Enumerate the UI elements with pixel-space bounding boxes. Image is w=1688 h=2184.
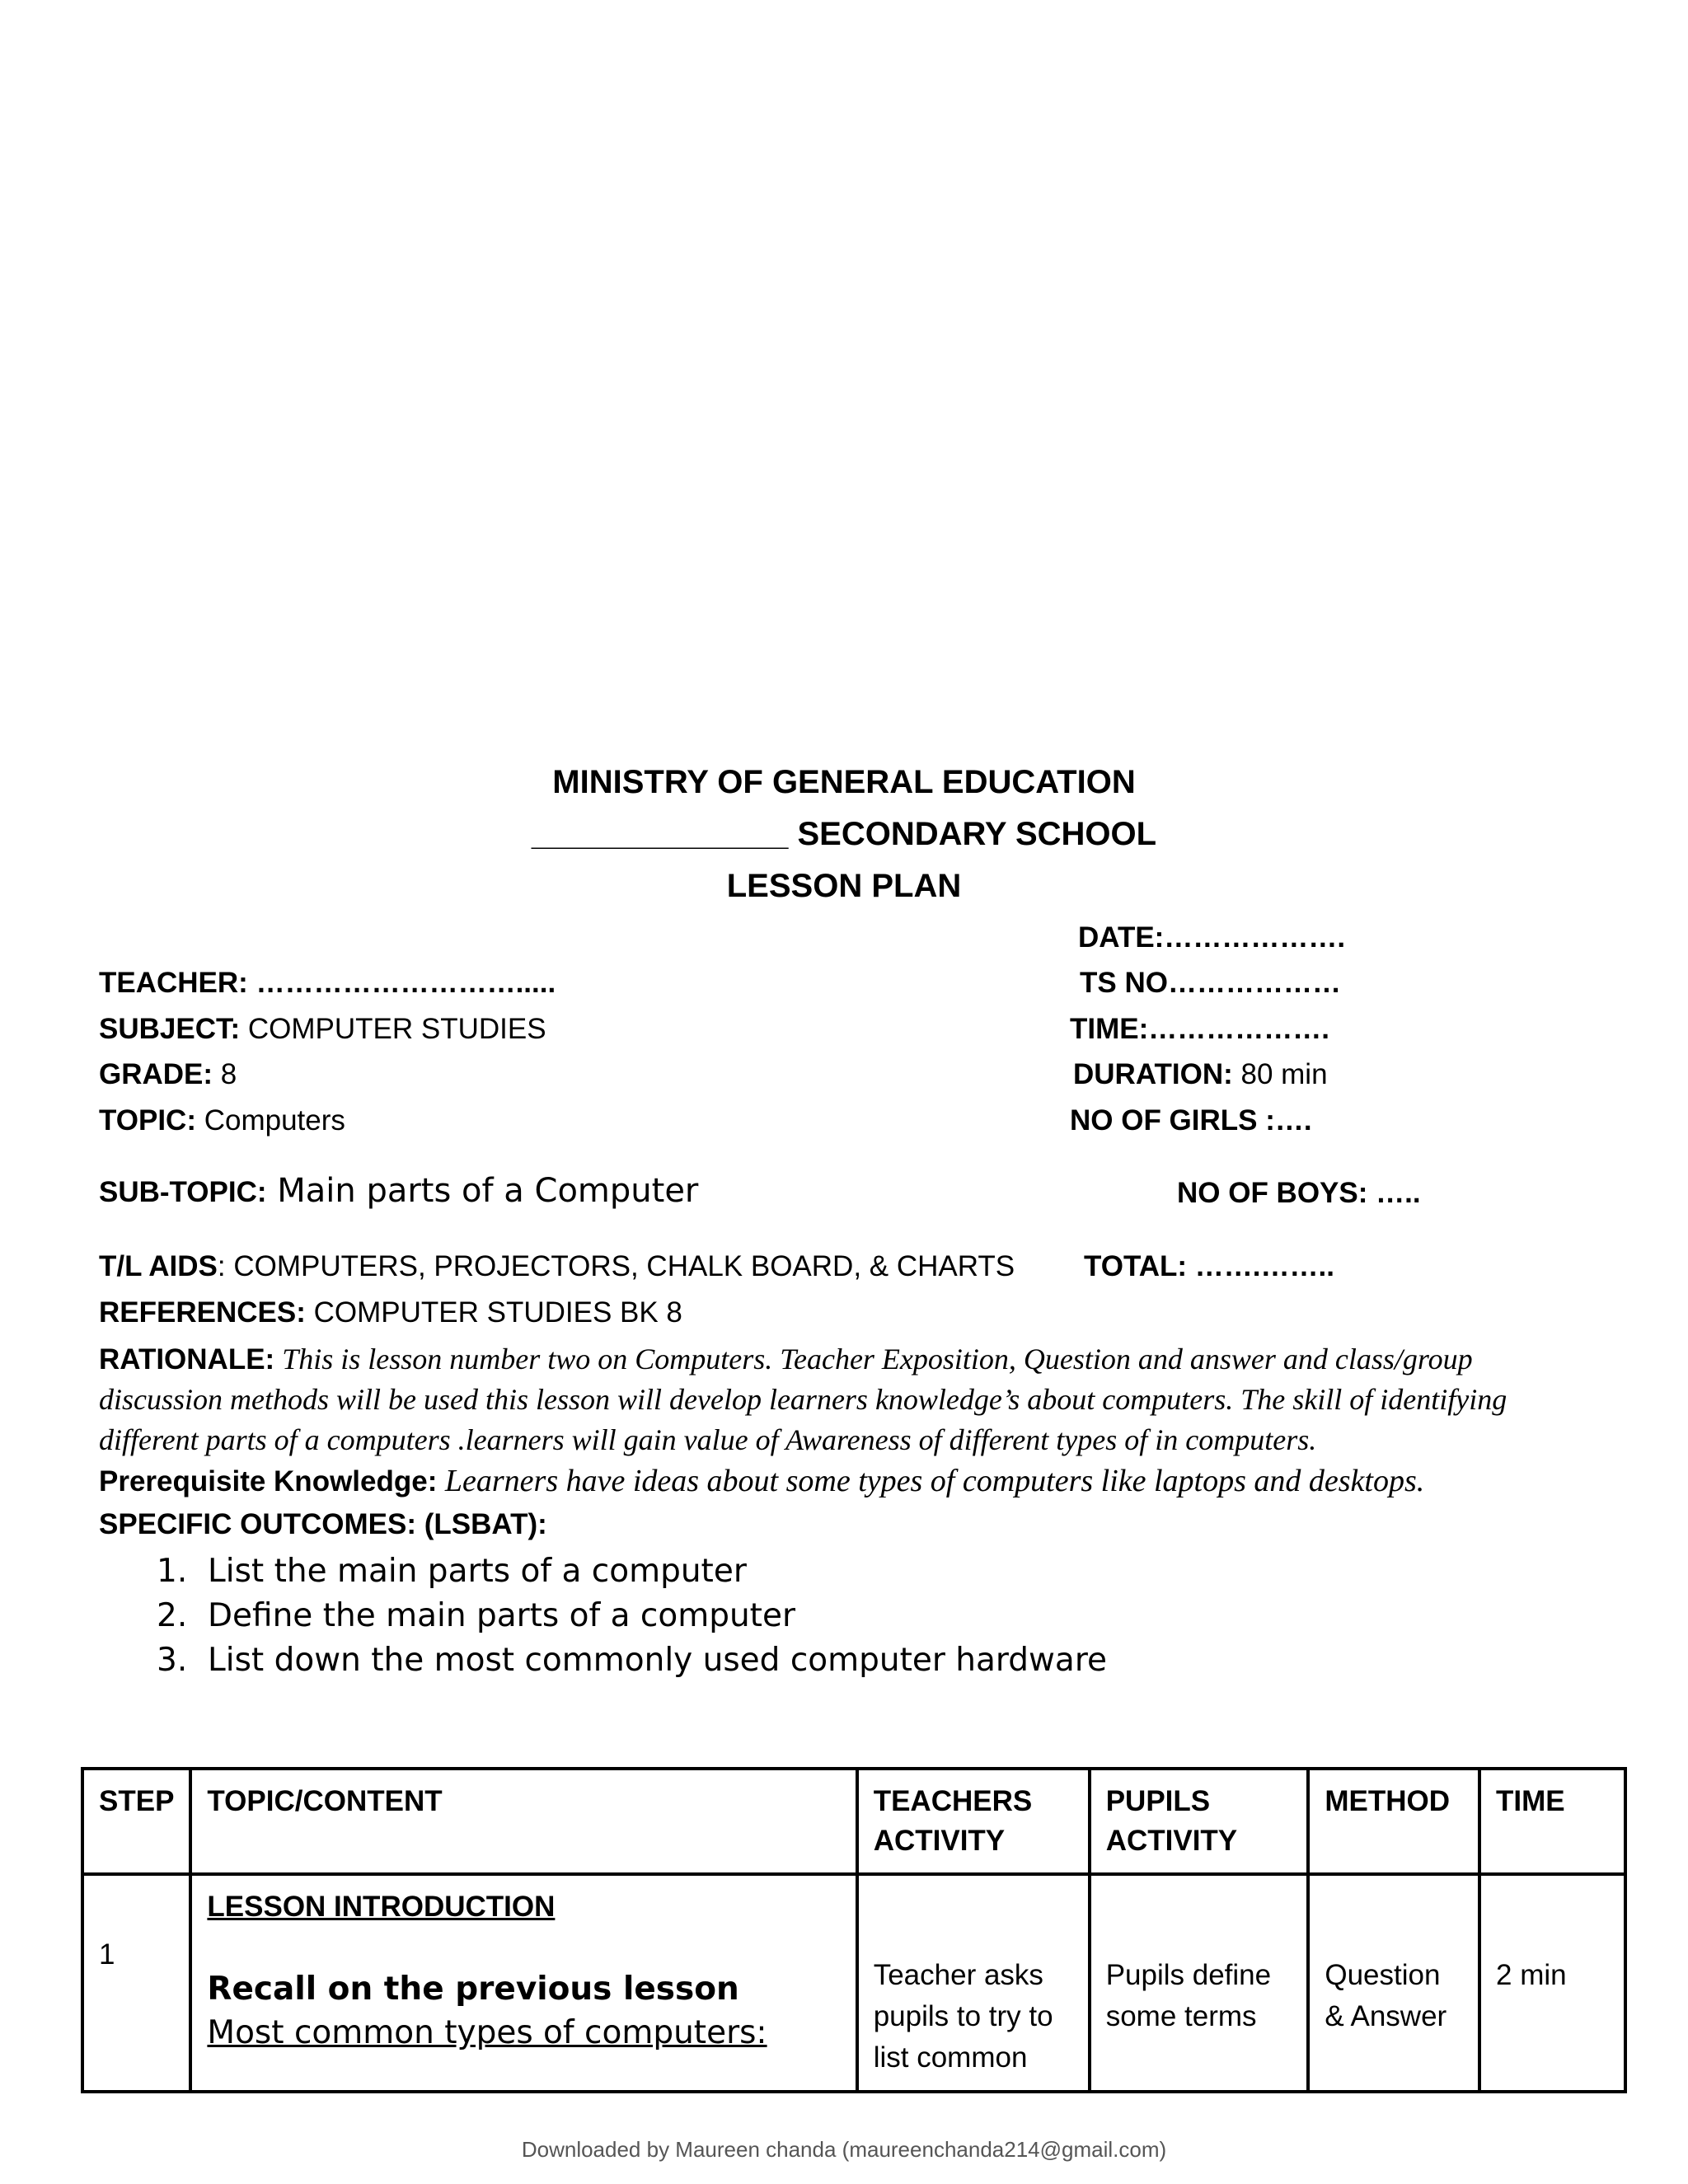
- date-field: DATE:……………….: [1078, 921, 1346, 954]
- specific-outcomes-heading: SPECIFIC OUTCOMES: (LSBAT):: [99, 1508, 547, 1540]
- ministry-title: MINISTRY OF GENERAL EDUCATION: [552, 764, 1136, 800]
- boys-field: NO OF BOYS: …..: [1177, 1177, 1421, 1209]
- download-footer: Downloaded by Maureen chanda (maureenchanda214@gmail.com): [521, 2137, 1167, 2162]
- subtopic-field: SUB-TOPIC: Main parts of a Computer: [99, 1172, 699, 1210]
- lesson-table: [81, 1767, 1627, 2093]
- ts-no-field: TS NO………………: [1080, 967, 1341, 999]
- school-title: ______________ SECONDARY SCHOOL: [531, 816, 1157, 852]
- time-cell: 2 min: [1479, 1874, 1625, 2092]
- tl-aids-field: T/L AIDS: COMPUTERS, PROJECTORS, CHALK BOARD, & CHARTS: [99, 1250, 1015, 1282]
- topic-content-cell: [190, 1874, 856, 2092]
- header-topic-content: TOPIC/CONTENT: [190, 1769, 856, 1874]
- types-subheading: Most common types of computers:: [207, 2014, 767, 2051]
- time-field: TIME:……………….: [1070, 1013, 1329, 1045]
- grade-field: GRADE: 8: [99, 1058, 237, 1090]
- references-field: REFERENCES: COMPUTER STUDIES BK 8: [99, 1296, 682, 1329]
- step-cell: 1: [82, 1874, 190, 2092]
- teacher-field: TEACHER: ……………………….....: [99, 967, 556, 999]
- lesson-plan-title: LESSON PLAN: [726, 868, 962, 904]
- list-item: 1. List the main parts of a computer: [157, 1553, 747, 1590]
- lesson-introduction-heading: LESSON INTRODUCTION: [207, 1891, 556, 1923]
- recall-heading: Recall on the previous lesson: [207, 1971, 739, 2008]
- teachers-activity-cell: Teacher asks pupils to try to list common: [857, 1874, 1090, 2092]
- header-teachers-activity: TEACHERS ACTIVITY: [857, 1769, 1090, 1874]
- subject-field: SUBJECT: COMPUTER STUDIES: [99, 1013, 546, 1045]
- prerequisite-field: Prerequisite Knowledge: Learners have ideas about some types of computers like laptops and desktops.: [99, 1464, 1425, 1498]
- topic-field: TOPIC: Computers: [99, 1104, 345, 1137]
- total-field: TOTAL: …….……..: [1084, 1250, 1334, 1282]
- header-step: STEP: [82, 1769, 190, 1874]
- method-cell: Question & Answer: [1308, 1874, 1479, 2092]
- pupils-activity-cell: Pupils define some terms: [1090, 1874, 1309, 2092]
- header-pupils-activity: PUPILS ACTIVITY: [1090, 1769, 1309, 1874]
- outcomes-list: [157, 1549, 1107, 1683]
- list-item: 3. List down the most commonly used computer hardware: [157, 1642, 1107, 1679]
- table-row: [82, 1874, 1625, 2092]
- header-time: TIME: [1479, 1769, 1625, 1874]
- table-header-row: [82, 1769, 1625, 1874]
- rationale-paragraph: RATIONALE: This is lesson number two on Computers. Teacher Exposition, Question and answer and class/group discussion methods will be used this lesson will develop learners knowledge’s about computers. The skill of identifying different parts of a computers .learners will gain value of Awareness of different types of in computers.: [99, 1343, 1507, 1456]
- list-item: 2. Define the main parts of a computer: [157, 1597, 796, 1634]
- duration-field: DURATION: 80 min: [1073, 1058, 1328, 1090]
- girls-field: NO OF GIRLS :….: [1070, 1104, 1312, 1137]
- header-method: METHOD: [1308, 1769, 1479, 1874]
